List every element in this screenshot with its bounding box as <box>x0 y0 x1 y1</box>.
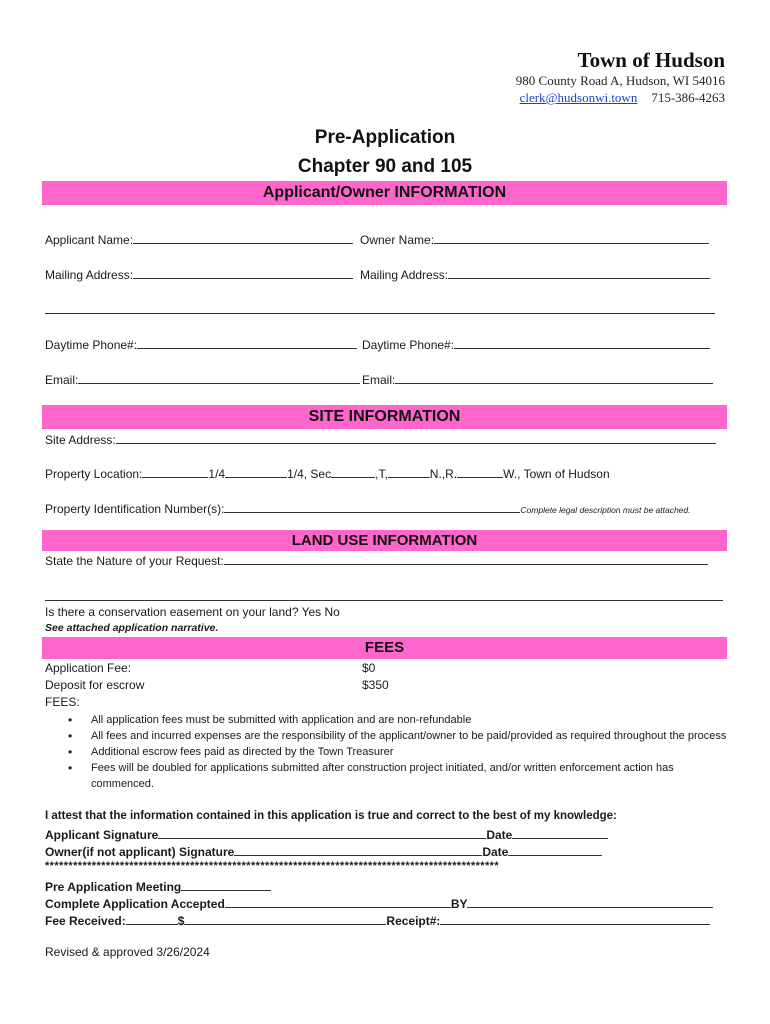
email-label: Email: <box>45 373 79 387</box>
site-address-field[interactable] <box>116 432 716 444</box>
site-address-row <box>45 432 716 447</box>
daytime-phone-label: Daytime Phone#: <box>45 338 138 352</box>
mailing-address-field[interactable] <box>133 267 353 279</box>
clerk-email-link[interactable]: clerk@hudsonwi.town <box>519 90 638 105</box>
revision-date: Revised & approved 3/26/2024 <box>45 945 210 959</box>
owner-daytime-phone-row <box>362 337 710 352</box>
attestation-statement: I attest that the information contained in this application is true and correct to the best of my knowledge: <box>45 810 617 822</box>
quarter-field[interactable] <box>225 466 287 478</box>
dollar-sign: $ <box>177 914 185 928</box>
west-town-label: W., Town of Hudson <box>503 467 610 481</box>
site-information-heading: SITE INFORMATION <box>42 405 727 429</box>
owner-name-field[interactable] <box>434 232 709 244</box>
email-row <box>45 372 360 387</box>
applicant-date-field[interactable] <box>512 827 608 839</box>
mailing-address-label: Mailing Address: <box>45 268 134 282</box>
section-field[interactable] <box>331 466 375 478</box>
town-address: 980 County Road A, Hudson, WI 54016 <box>515 73 725 88</box>
list-item: • Fees will be doubled for applications submitted after construction project initiated, and/or written enforcement action has commenced. <box>68 760 733 792</box>
office-use-separator: ************************************************************************************************* <box>45 860 500 872</box>
pre-application-meeting-field[interactable] <box>181 879 271 891</box>
owner-signature-field[interactable] <box>234 844 482 856</box>
by-label: BY <box>450 897 468 911</box>
pin-row <box>45 501 691 516</box>
mailing-address-cont-field[interactable] <box>45 302 715 314</box>
application-fee-label: Application Fee: <box>45 661 132 675</box>
town-name: Town of Hudson <box>577 48 725 72</box>
complete-application-field[interactable] <box>225 896 451 908</box>
pre-application-meeting-label: Pre Application Meeting <box>45 880 182 894</box>
pin-field[interactable] <box>224 501 520 513</box>
owner-daytime-phone-label: Daytime Phone#: <box>362 338 455 352</box>
owner-signature-label: Owner(if not applicant) Signature <box>45 845 235 859</box>
date-label: Date <box>486 828 513 842</box>
township-label: ,T, <box>375 467 388 481</box>
nature-of-request-row <box>45 553 708 568</box>
quarter-quarter-field[interactable] <box>142 466 208 478</box>
applicant-name-field[interactable] <box>133 232 353 244</box>
list-item: • All fees and incurred expenses are the responsibility of the applicant/owner to be paid/provided as required throughout the process <box>68 728 733 744</box>
owner-email-label: Email: <box>362 373 396 387</box>
deposit-value: $350 <box>362 678 389 692</box>
see-attached-note: See attached application narrative. <box>45 622 219 634</box>
applicant-signature-field[interactable] <box>158 827 486 839</box>
fee-received-field[interactable] <box>126 913 178 925</box>
owner-email-field[interactable] <box>395 372 713 384</box>
owner-email-row <box>362 372 713 387</box>
owner-mailing-address-label: Mailing Address: <box>360 268 449 282</box>
land-use-heading: LAND USE INFORMATION <box>42 530 727 551</box>
applicant-name-label: Applicant Name: <box>45 233 134 247</box>
conservation-easement-question: Is there a conservation easement on your land? Yes No <box>45 605 340 619</box>
property-location-row <box>45 466 610 481</box>
date-label-2: Date <box>482 845 509 859</box>
range-field[interactable] <box>457 466 503 478</box>
north-range-label: N.,R. <box>429 467 458 481</box>
accepted-by-field[interactable] <box>467 896 713 908</box>
complete-application-row <box>45 896 713 911</box>
owner-name-row <box>360 232 709 247</box>
daytime-phone-row <box>45 337 357 352</box>
contact-line <box>520 90 725 106</box>
legal-description-note: Complete legal description must be attached. <box>520 505 691 515</box>
owner-date-field[interactable] <box>508 844 602 856</box>
form-title: Pre-Application <box>314 127 456 148</box>
list-item: • Additional escrow fees paid as directed by the Town Treasurer <box>68 744 733 760</box>
mailing-address-cont-row <box>45 302 715 317</box>
township-field[interactable] <box>388 466 430 478</box>
property-location-label: Property Location: <box>45 467 143 481</box>
fee-amount-field[interactable] <box>184 913 386 925</box>
email-field[interactable] <box>78 372 360 384</box>
nature-of-request-label: State the Nature of your Request: <box>45 554 224 568</box>
list-item: • All application fees must be submitted with application and are non-refundable <box>68 712 733 728</box>
applicant-signature-label: Applicant Signature <box>45 828 159 842</box>
quarter-sec-label: 1/4, Sec <box>287 467 332 481</box>
nature-of-request-cont-field[interactable] <box>45 589 723 601</box>
nature-of-request-field[interactable] <box>224 553 708 565</box>
daytime-phone-field[interactable] <box>137 337 357 349</box>
applicant-name-row <box>45 232 353 247</box>
owner-daytime-phone-field[interactable] <box>454 337 710 349</box>
owner-name-label: Owner Name: <box>360 233 435 247</box>
fees-list-label: FEES: <box>45 695 80 709</box>
complete-application-label: Complete Application Accepted <box>45 897 225 911</box>
fee-received-row <box>45 913 710 928</box>
fees-heading: FEES <box>42 637 727 659</box>
pin-label: Property Identification Number(s): <box>45 502 225 516</box>
applicant-signature-row <box>45 827 608 842</box>
nature-of-request-cont-row <box>45 589 723 604</box>
application-fee-value: $0 <box>362 661 376 675</box>
fees-bullet-list <box>68 712 733 792</box>
deposit-label: Deposit for escrow <box>45 678 145 692</box>
owner-signature-row <box>45 844 602 859</box>
form-subtitle: Chapter 90 and 105 <box>297 156 473 177</box>
site-address-label: Site Address: <box>45 433 116 447</box>
town-phone: 715-386-4263 <box>651 90 725 105</box>
pre-application-meeting-row <box>45 879 271 894</box>
quarter-label-1: 1/4 <box>208 467 226 481</box>
owner-mailing-address-field[interactable] <box>448 267 710 279</box>
receipt-label: Receipt#: <box>386 914 441 928</box>
fee-received-label: Fee Received: <box>45 914 126 928</box>
mailing-address-row <box>45 267 353 282</box>
owner-mailing-address-row <box>360 267 710 282</box>
receipt-number-field[interactable] <box>440 913 710 925</box>
applicant-owner-heading: Applicant/Owner INFORMATION <box>42 181 727 205</box>
